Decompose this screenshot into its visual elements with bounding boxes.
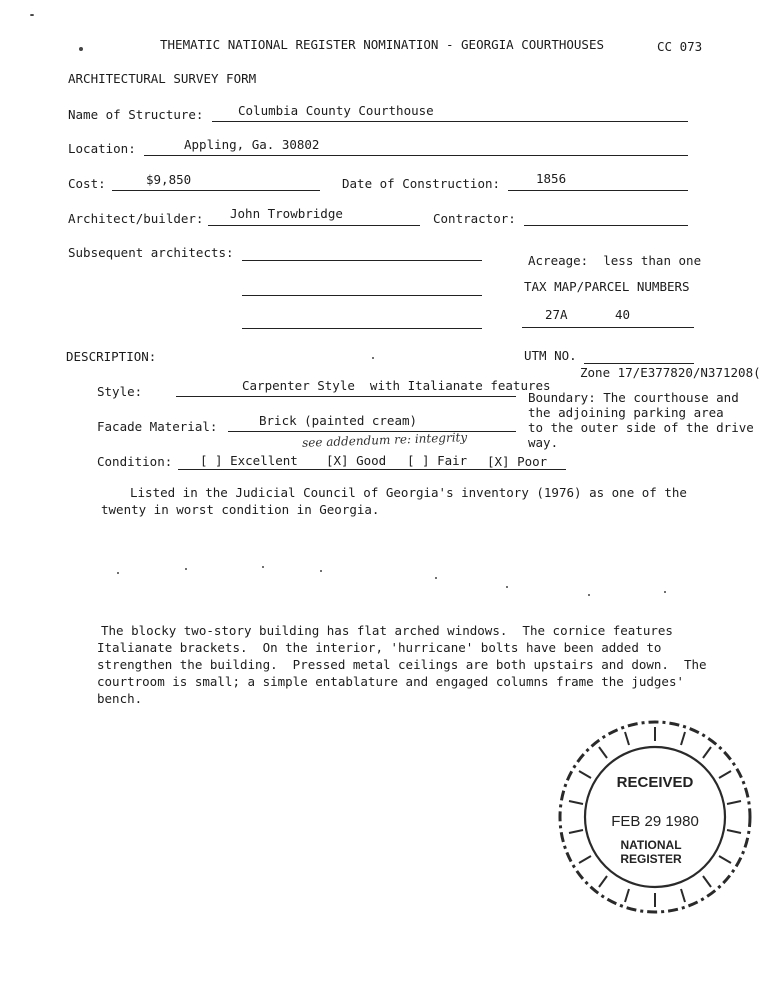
scan-speck bbox=[262, 566, 264, 568]
condition-fair: [ ] Fair bbox=[407, 453, 468, 468]
boundary-line-2: the adjoining parking area bbox=[528, 405, 724, 420]
tax-map-label: TAX MAP/PARCEL NUMBERS bbox=[524, 279, 690, 294]
stamp-national: NATIONAL bbox=[620, 838, 682, 852]
document-code: CC 073 bbox=[657, 39, 703, 54]
scan-speck bbox=[30, 14, 34, 16]
utm-zone: Zone 17/E377820/N371208( bbox=[580, 365, 761, 380]
body-line-2: Italianate brackets. On the interior, 'hurricane' bolts have been added to bbox=[97, 640, 662, 655]
parcel-value: 40 bbox=[615, 307, 631, 322]
received-stamp bbox=[555, 717, 755, 917]
scan-speck bbox=[79, 47, 83, 51]
condition-poor: [X] Poor bbox=[487, 454, 548, 469]
boundary-line-1: Boundary: The courthouse and bbox=[528, 390, 739, 405]
description-heading: DESCRIPTION: bbox=[66, 349, 157, 364]
scan-speck bbox=[117, 572, 119, 574]
tax-map-underline bbox=[522, 327, 694, 328]
facade-label: Facade Material: bbox=[97, 419, 218, 434]
cost-value: $9,850 bbox=[146, 172, 192, 187]
utm-label: UTM NO. bbox=[524, 348, 577, 363]
boundary-line-4: way. bbox=[528, 435, 559, 450]
contractor-underline bbox=[524, 225, 688, 226]
condition-good: [X] Good bbox=[326, 453, 387, 468]
architect-label: Architect/builder: bbox=[68, 211, 204, 226]
condition-excellent: [ ] Excellent bbox=[200, 453, 298, 468]
subsequent-line-2 bbox=[242, 295, 482, 296]
contractor-label: Contractor: bbox=[433, 211, 516, 226]
cost-underline bbox=[112, 190, 320, 191]
body-line-3: strengthen the building. Pressed metal ceilings are both upstairs and down. The bbox=[97, 657, 707, 672]
boundary-line-3: to the outer side of the drive bbox=[528, 420, 754, 435]
scan-speck bbox=[185, 568, 187, 570]
architect-underline bbox=[208, 225, 420, 226]
style-label: Style: bbox=[97, 384, 143, 399]
architect-value: John Trowbridge bbox=[230, 206, 343, 221]
form-heading: ARCHITECTURAL SURVEY FORM bbox=[68, 71, 257, 86]
date-value: 1856 bbox=[536, 171, 567, 186]
stamp-register: REGISTER bbox=[620, 852, 682, 866]
stamp-received: RECEIVED bbox=[616, 774, 694, 791]
style-value: Carpenter Style with Italianate features bbox=[242, 378, 551, 393]
cost-label: Cost: bbox=[68, 176, 106, 191]
facade-value: Brick (painted cream) bbox=[259, 413, 418, 428]
subsequent-line-1 bbox=[242, 260, 482, 261]
utm-underline bbox=[584, 363, 694, 364]
subsequent-label: Subsequent architects: bbox=[68, 245, 234, 260]
scan-speck bbox=[664, 591, 666, 593]
inventory-line-1: Listed in the Judicial Council of Georgia's inventory (1976) as one of the bbox=[130, 485, 687, 500]
inventory-line-2: twenty in worst condition in Georgia. bbox=[101, 502, 380, 517]
condition-underline bbox=[178, 469, 566, 470]
handwritten-note: see addendum re: integrity bbox=[301, 430, 468, 450]
scan-speck bbox=[506, 586, 508, 588]
body-line-4: courtroom is small; a simple entablature and engaged columns frame the judges' bbox=[97, 674, 684, 689]
scan-speck bbox=[372, 357, 374, 359]
name-underline bbox=[212, 121, 688, 122]
location-label: Location: bbox=[68, 141, 136, 156]
acreage-text: Acreage: less than one bbox=[528, 253, 702, 268]
scan-speck bbox=[588, 594, 590, 596]
scan-speck bbox=[435, 577, 437, 579]
tax-map-value: 27A bbox=[545, 307, 568, 322]
facade-underline bbox=[228, 431, 516, 432]
location-value: Appling, Ga. 30802 bbox=[184, 137, 320, 152]
document-title: THEMATIC NATIONAL REGISTER NOMINATION - GEORGIA COURTHOUSES bbox=[160, 37, 605, 52]
condition-label: Condition: bbox=[97, 454, 173, 469]
body-line-5: bench. bbox=[97, 691, 143, 706]
scan-speck bbox=[320, 570, 322, 572]
subsequent-line-3 bbox=[242, 328, 482, 329]
style-underline bbox=[176, 396, 516, 397]
stamp-date: FEB 29 1980 bbox=[611, 813, 699, 830]
name-value: Columbia County Courthouse bbox=[238, 103, 434, 118]
date-underline bbox=[508, 190, 688, 191]
location-underline bbox=[144, 155, 688, 156]
date-label: Date of Construction: bbox=[342, 176, 501, 191]
body-line-1: The blocky two-story building has flat arched windows. The cornice features bbox=[101, 623, 673, 638]
name-label: Name of Structure: bbox=[68, 107, 204, 122]
